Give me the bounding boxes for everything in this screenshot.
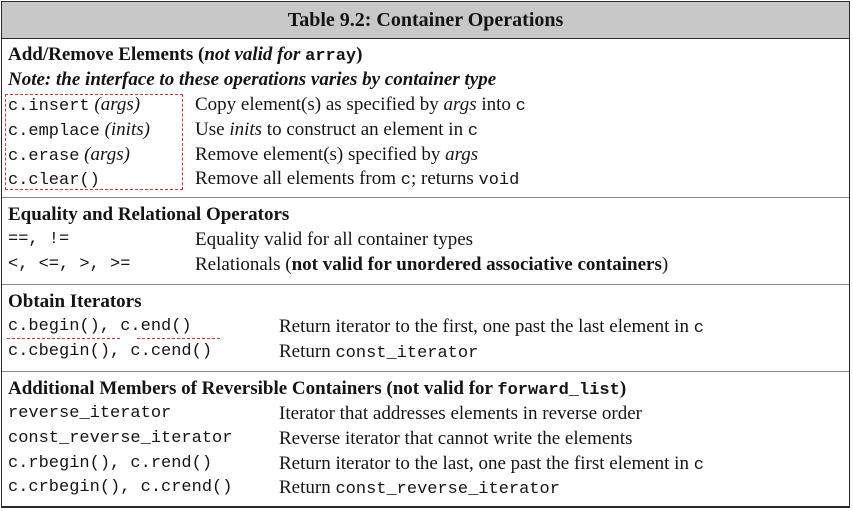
section-divider <box>2 197 849 198</box>
container-operations-table: Table 9.2: Container Operations Add/Remove Elements (not valid for array) Note: the interface to these operations varies by container type c.insert (args) Copy element(s) as specified by args into c c.emplace (inits) Use inits to construct an element in c c.erase (args) Remove element(s) specified by args c.clear() Remove all elements from c; returns void Equality and Relational Operators ==, != Equality valid for all container types <, <=, >, >= Relationals (not valid for unordered associative containers) Obtain Iterators c.begin(), c.end() Return iterator to the first, one past the last element in c c.cbegin(), c.cend() Return const_iterator Additional Members of Reversible Containers (not valid for forward_list) reverse_iterator Iterator that addresses elements in reverse order const_reverse_iterator Reverse iterator that cannot write the elements c.rbegin(), c.rend() Return iterator to the last, one past the first element in c c.crbegin(), c.crend() Return const_reverse_iterator <box>1 1 850 508</box>
table-title: Table 9.2: Container Operations <box>2 2 849 39</box>
dashed-underline <box>137 338 220 339</box>
dashed-underline <box>7 338 120 339</box>
section-divider <box>2 284 849 285</box>
section-divider <box>2 371 849 372</box>
